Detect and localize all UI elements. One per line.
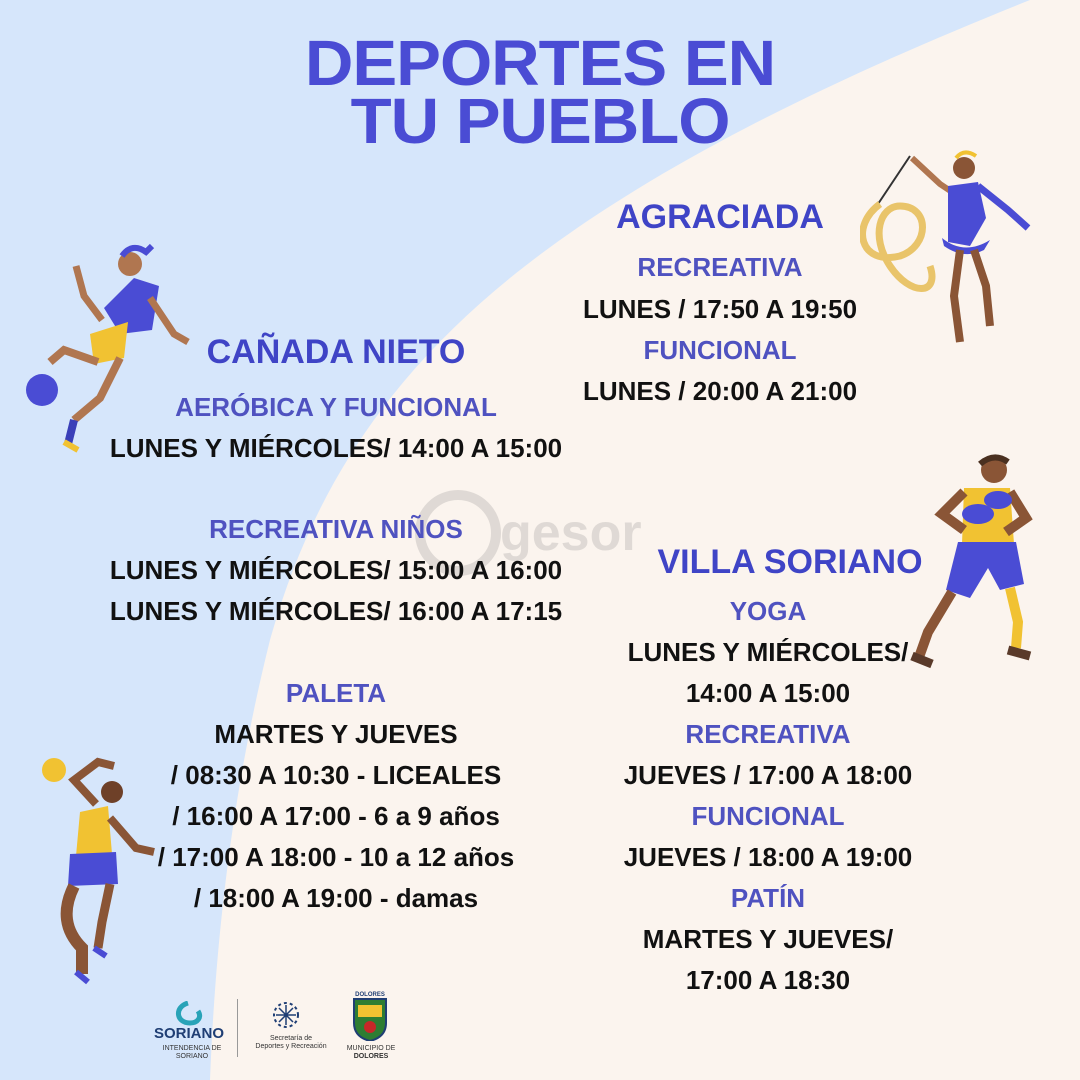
- municipio-logo-top: DOLORES: [355, 992, 385, 998]
- schedule-line: LUNES Y MIÉRCOLES/ 15:00 A 16:00: [109, 555, 563, 585]
- title-line-2: TU PUEBLO: [350, 85, 730, 157]
- activity-title: RECREATIVA NIÑOS: [209, 514, 463, 544]
- schedule-line: / 16:00 A 17:00 - 6 a 9 años: [172, 801, 500, 831]
- activity-title: RECREATIVA: [685, 719, 851, 749]
- schedule-line: LUNES Y MIÉRCOLES/: [627, 637, 909, 667]
- boxer-illustration: [906, 452, 1046, 674]
- schedule-line: LUNES / 20:00 A 21:00: [582, 376, 858, 406]
- schedule-line: MARTES Y JUEVES/: [642, 924, 894, 954]
- location-villa-soriano: VILLA SORIANO: [657, 543, 923, 581]
- schedule-line: 14:00 A 15:00: [685, 678, 851, 708]
- activity-title: RECREATIVA: [637, 252, 803, 282]
- municipio-logo-text: [336, 1045, 406, 1061]
- soccer-player-illustration: [24, 238, 194, 458]
- schedule-line: LUNES / 17:50 A 19:50: [582, 294, 858, 324]
- soriano-logo-text: SORIANO: [154, 1025, 225, 1042]
- location-agraciada: AGRACIADA: [616, 198, 824, 236]
- secretaria-logo-icon: [266, 997, 306, 1033]
- activity-title: PALETA: [285, 678, 387, 708]
- schedule-line: / 18:00 A 19:00 - damas: [193, 883, 479, 913]
- schedule-line: LUNES Y MIÉRCOLES/ 16:00 A 17:15: [109, 596, 563, 626]
- soriano-logo-subtitle: INTENDENCIA DE SORIANO: [162, 1045, 222, 1060]
- dolores-shield-icon: [350, 997, 390, 1041]
- activity-title: PATÍN: [730, 883, 806, 913]
- footer-logos: [150, 992, 410, 1075]
- secretaria-logo-text: [246, 1035, 336, 1051]
- title-line-1: DEPORTES EN: [304, 27, 776, 99]
- schedule-line: / 08:30 A 10:30 - LICEALES: [170, 760, 502, 790]
- schedule-line: LUNES Y MIÉRCOLES/ 14:00 A 15:00: [109, 433, 563, 463]
- schedule-line: 17:00 A 18:30: [685, 965, 851, 995]
- activity-title: FUNCIONAL: [691, 801, 845, 831]
- logo-divider: [237, 999, 238, 1057]
- activity-title: AERÓBICA Y FUNCIONAL: [175, 392, 497, 422]
- location-canada-nieto: CAÑADA NIETO: [206, 333, 466, 371]
- schedule-line: JUEVES / 17:00 A 18:00: [623, 760, 913, 790]
- activity-title: YOGA: [729, 596, 807, 626]
- schedule-line: MARTES Y JUEVES: [214, 719, 458, 749]
- secretaria-line-1: Secretaría de: [269, 1035, 313, 1042]
- rhythmic-gymnast-illustration: [860, 146, 1040, 356]
- schedule-line: / 17:00 A 18:00 - 10 a 12 años: [157, 842, 515, 872]
- watermark-text: gesor: [500, 504, 642, 562]
- schedule-line: JUEVES / 18:00 A 19:00: [623, 842, 913, 872]
- secretaria-line-2: Deportes y Recreación: [255, 1043, 327, 1050]
- activity-title: FUNCIONAL: [643, 335, 797, 365]
- municipio-line-1: MUNICIPIO DE: [346, 1045, 396, 1052]
- page-title: [0, 27, 1080, 157]
- volleyball-player-illustration: [36, 752, 186, 988]
- municipio-line-2: DOLORES: [353, 1053, 389, 1060]
